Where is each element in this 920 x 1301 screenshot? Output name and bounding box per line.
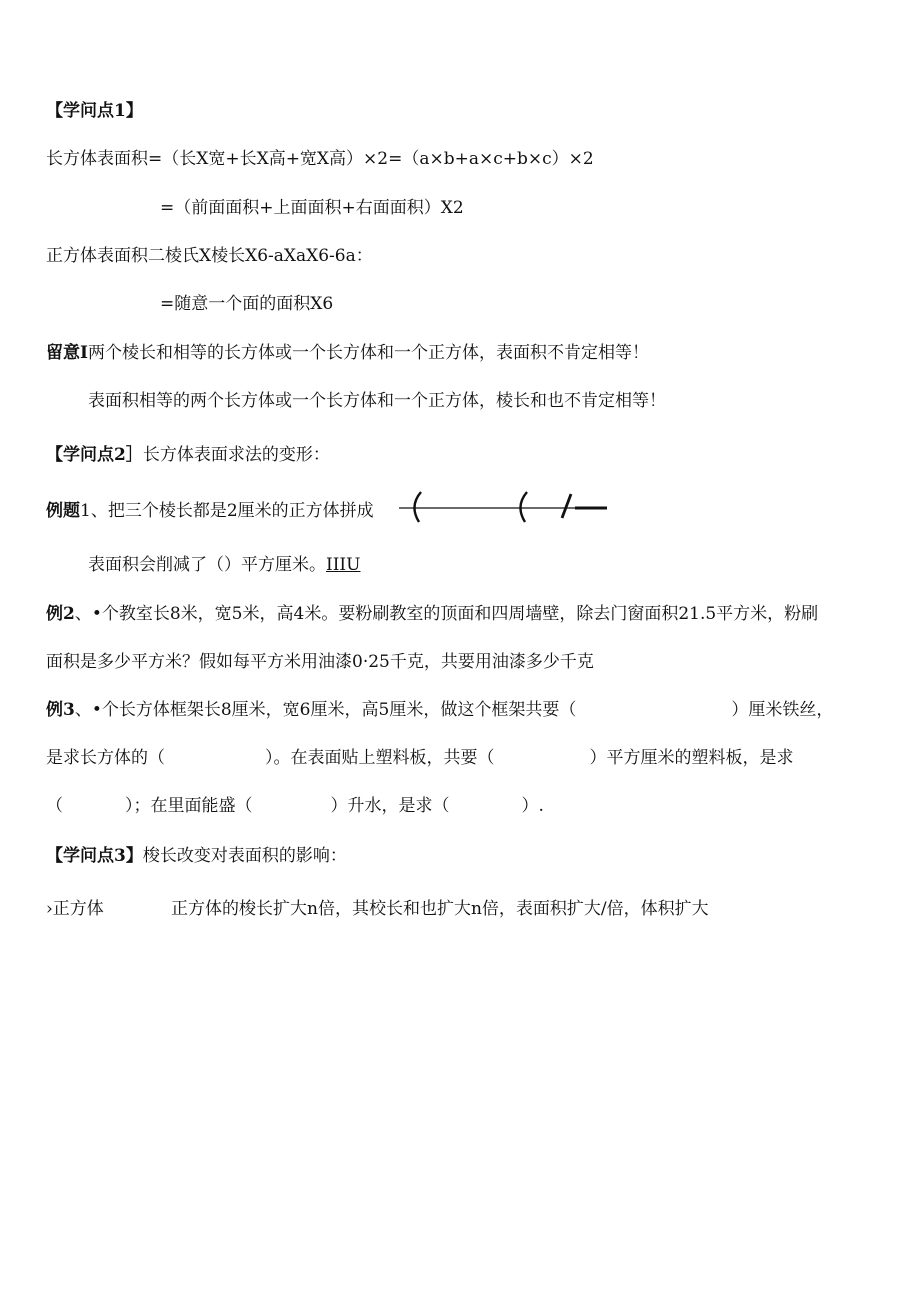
example-1-label: 例题 <box>46 501 80 521</box>
example-3-text-g: ）；在里面能盛（ <box>125 796 253 816</box>
example-2-line-1 <box>46 603 818 625</box>
knowledge-point-1-heading: 【学问点1】 <box>46 101 143 121</box>
example-1-line-1 <box>46 500 374 522</box>
example-3-line-3 <box>46 795 544 817</box>
cuboid-surface-formula-alt: =（前面面积+上面面积+右面面积）X2 <box>160 198 464 218</box>
cube-item-label: ›正方体 <box>46 899 104 919</box>
example-2-text: 、•个教室长8米，宽5米，高4米。要粉刷教室的顶面和四周墙壁，除去门窗面积21.5平方米，粉刷 <box>74 604 819 624</box>
open-paren-mark-2 <box>520 492 527 522</box>
example-3-text-h: ）升水，是求（ <box>330 796 450 816</box>
knowledge-point-3-title: 梭长改变对表面积的影响： <box>142 846 347 866</box>
knowledge-point-2-title: 长方体表面求法的变形： <box>142 445 330 465</box>
example-2-label: 例2 <box>46 604 75 624</box>
cube-item-text: 正方体的梭长扩大n倍，其校长和也扩大n倍，表面积扩大/倍，体积扩大 <box>171 899 709 919</box>
example-3-line-1 <box>46 699 833 721</box>
knowledge-point-3-bracket: 【学问点3】 <box>46 846 143 866</box>
cube-surface-formula: 正方体表面积二棱氏X棱长X6-aXaX6-6a： <box>46 246 373 266</box>
note-label: 留意I <box>46 343 88 363</box>
example-1-text: 1、把三个棱长都是2厘米的正方体拼成 <box>80 501 374 521</box>
note-text-1: 两个棱长和相等的长方体或一个长方体和一个正方体，表面积不肯定相等！ <box>87 343 649 363</box>
example-3-text-c: 是求长方体的（ <box>46 748 165 768</box>
cuboid-surface-formula: 长方体表面积=（长X宽+长X高+宽X高）×2=（a×b+a×c+b×c）×2 <box>46 149 594 169</box>
example-2-line-2: 面积是多少平方米？假如每平方米用油漆0·25千克，共要用油漆多少千克 <box>46 652 594 672</box>
example-1-line-2 <box>88 554 360 576</box>
example-3-label: 例3 <box>46 700 75 720</box>
open-paren-mark-1 <box>414 492 421 522</box>
example-3-text-f: （ <box>46 796 63 816</box>
example-1-mark: IIIU <box>326 555 361 575</box>
example-3-text-i: ）. <box>521 796 544 816</box>
example-1-handwritten-blank <box>395 486 615 526</box>
note-line-2: 表面积相等的两个长方体或一个长方体和一个正方体，棱长和也不肯定相等！ <box>88 391 666 411</box>
example-3-line-2 <box>46 747 794 769</box>
cube-surface-formula-alt: =随意一个面的面积X6 <box>160 294 334 314</box>
slash-mark <box>562 494 571 518</box>
example-3-text-d: ）。在表面贴上塑料板，共要（ <box>265 748 495 768</box>
example-1-question: 表面积会削减了（）平方厘米。 <box>88 555 326 575</box>
example-3-text-b: ）厘米铁丝， <box>731 700 834 720</box>
knowledge-point-3-heading <box>46 845 347 867</box>
note-line-1 <box>46 342 649 364</box>
example-3-text-e: ）平方厘米的塑料板，是求 <box>589 748 794 768</box>
knowledge-point-2-heading <box>46 444 330 466</box>
knowledge-point-2-bracket: 【学问点2］ <box>46 445 143 465</box>
example-3-text-a: 、•个长方体框架长8厘米，宽6厘米，高5厘米，做这个框架共要（ <box>74 700 577 720</box>
